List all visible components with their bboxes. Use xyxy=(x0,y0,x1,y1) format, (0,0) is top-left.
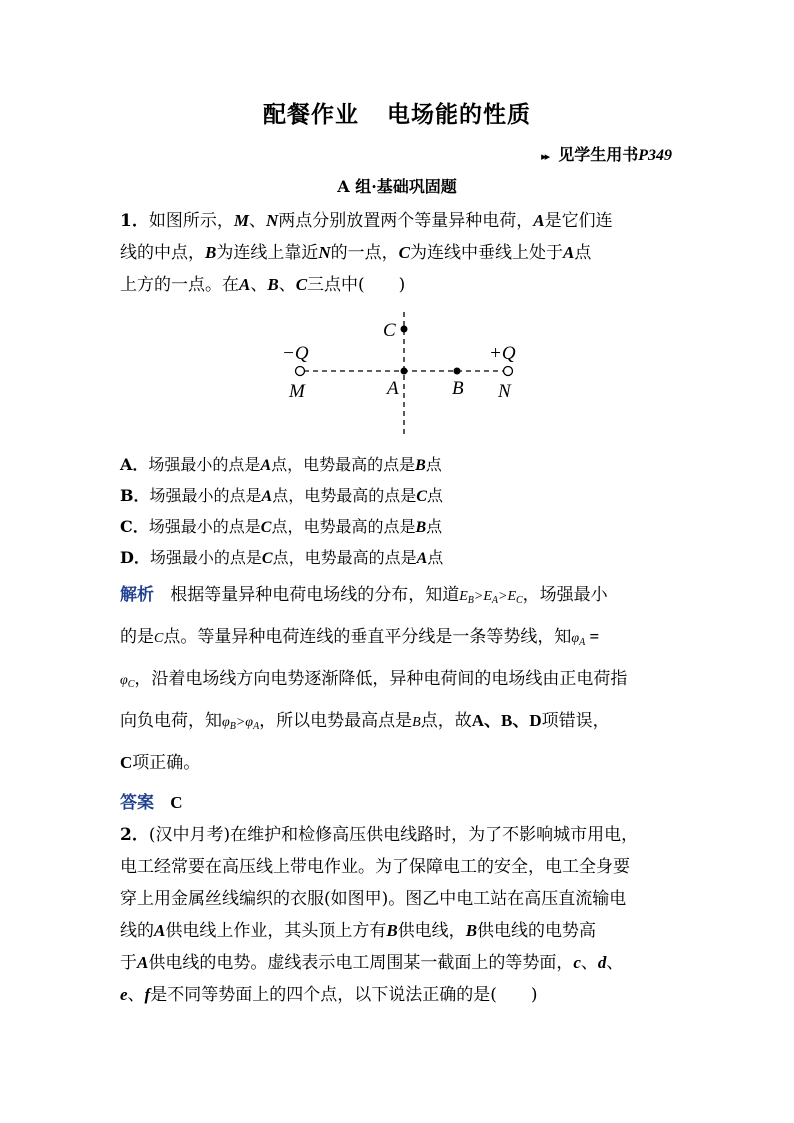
q1-line-2: 线的中点，B为连线上靠近N的一点，C为连线中垂线上处于A点 xyxy=(120,243,592,263)
answer-tag: 答案 xyxy=(120,793,154,813)
option-b: B．场强最小的点是A点，电势最高的点是C点 xyxy=(120,486,443,505)
q1-line-3: 上方的一点。在A、B、C三点中( ) xyxy=(120,275,406,295)
analysis-tag: 解析 xyxy=(120,585,154,605)
q2-line-2: 电工经常要在高压线上带电作业。为了保障电工的安全，电工全身要 xyxy=(120,857,630,877)
q2-line-6: e、f是不同等势面上的四个点，以下说法正确的是( ) xyxy=(120,985,538,1005)
label-b: B xyxy=(452,378,464,399)
point-a xyxy=(401,368,408,375)
label-pos-q: +Q xyxy=(489,343,516,364)
option-a: A．场强最小的点是A点，电势最高的点是B点 xyxy=(120,455,442,474)
q2-line-1: 2．(汉中月考)在维护和检修高压供电线路时，为了不影响城市用电， xyxy=(120,825,639,845)
label-a: A xyxy=(387,378,399,399)
label-m: M xyxy=(289,381,305,402)
q2-line-3: 穿上用金属丝线编织的衣服(如图甲)。图乙中电工站在高压直流输电 xyxy=(120,889,627,909)
point-b xyxy=(454,368,461,375)
title-part-2: 电场能的性质 xyxy=(387,101,531,128)
analysis-line-2: 的是C点。等量异种电荷连线的垂直平分线是一条等势线，知$\varphi_A$ = xyxy=(120,627,600,648)
potential-a: $\varphi_A$ xyxy=(571,631,586,648)
answer-line xyxy=(120,788,183,813)
label-n: N xyxy=(498,381,511,402)
option-c: C．场强最小的点是C点，电势最高的点是B点 xyxy=(120,517,443,536)
analysis-line-5: C项正确。 xyxy=(120,753,201,773)
page-title xyxy=(0,96,794,129)
potential-c: $\varphi_C$ xyxy=(120,673,135,690)
q2-line-5: 于A供电线的电势。虚线表示电工周围某一截面上的等势面，c、d、 xyxy=(120,953,624,973)
analysis-line-3: $\varphi_C$，沿着电场线方向电势逐渐降低，异种电荷间的电场线由正电荷指 xyxy=(120,669,628,690)
label-neg-q: −Q xyxy=(282,343,309,364)
point-m-charge xyxy=(296,367,305,376)
charge-diagram xyxy=(270,310,530,440)
group-heading: A 组·基础巩固题 xyxy=(337,177,457,196)
point-c xyxy=(401,326,408,333)
double-arrow-icon: ▸▸ xyxy=(541,150,549,163)
q1-line-1: 1．如图所示，M、N两点分别放置两个等量异种电荷，A是它们连 xyxy=(120,211,613,231)
analysis-line-1: 解析 根据等量异种电荷电场线的分布，知道$E_B>E_A>E_C$，场强最小 xyxy=(120,585,608,606)
potential-relation: $\varphi_B>\varphi_A$ xyxy=(222,715,260,732)
textbook-reference: ▸▸ 见学生用书P349 xyxy=(541,145,672,164)
answer-value: C xyxy=(170,793,183,812)
analysis-line-4: 向负电荷，知$\varphi_B>\varphi_A$，所以电势最高点是B点，故A、B、D项错误， xyxy=(120,711,610,732)
option-d: D．场强最小的点是C点，电势最高的点是A点 xyxy=(120,548,444,567)
point-n-charge xyxy=(504,367,513,376)
label-c: C xyxy=(383,320,396,341)
field-strength-relation: $E_B>E_A>E_C$ xyxy=(459,589,523,606)
q2-line-4: 线的A供电线上作业，其头顶上方有B供电线，B供电线的电势高 xyxy=(120,921,597,941)
title-part-1: 配餐作业 xyxy=(263,101,359,128)
